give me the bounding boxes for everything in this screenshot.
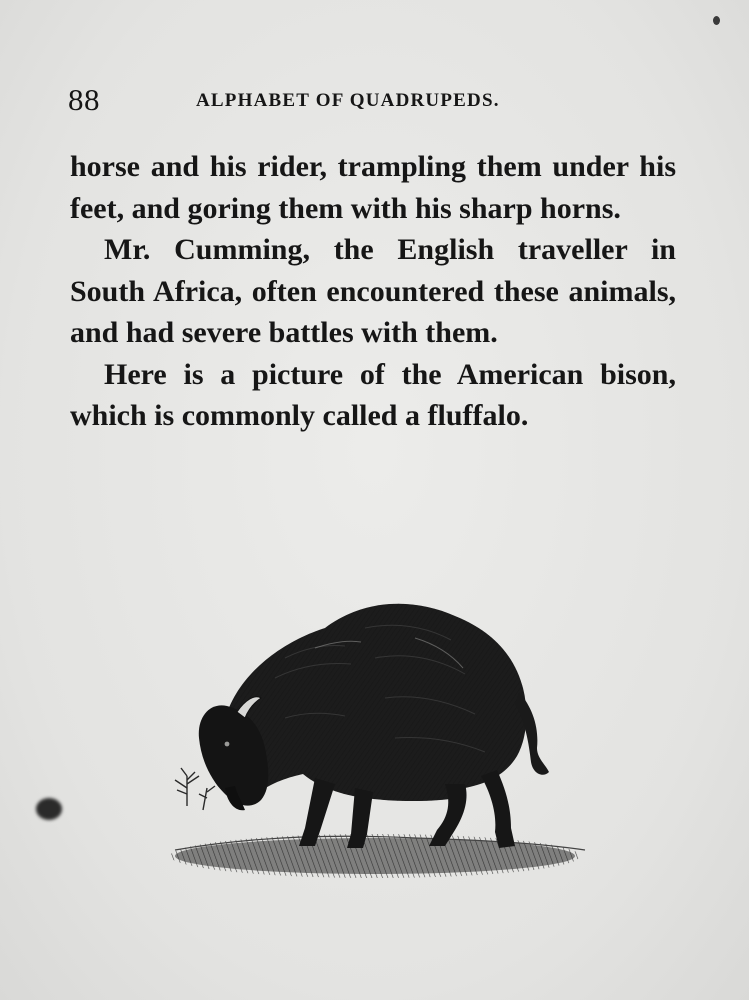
paragraph-cumming: Mr. Cumming, the English traveller in South Africa, often encountered these animals, and had severe battles with them. [70, 233, 676, 349]
bison-illustration [165, 588, 595, 898]
paragraph-bison: Here is a picture of the American bison, which is commonly called a fluffalo. [70, 357, 676, 432]
body-text [70, 146, 676, 437]
running-title: ALPHABET OF QUADRUPEDS. [196, 90, 500, 111]
bison-figure [199, 604, 549, 848]
paragraph-continued: horse and his rider, trampling them under his feet, and goring them with his sharp horns. [70, 150, 676, 225]
page-header [68, 82, 678, 122]
ink-spot [36, 798, 62, 820]
paper-speck [713, 16, 720, 25]
shrub-icon [175, 768, 215, 810]
page-number: 88 [68, 82, 100, 117]
ground-shadow [170, 834, 585, 878]
